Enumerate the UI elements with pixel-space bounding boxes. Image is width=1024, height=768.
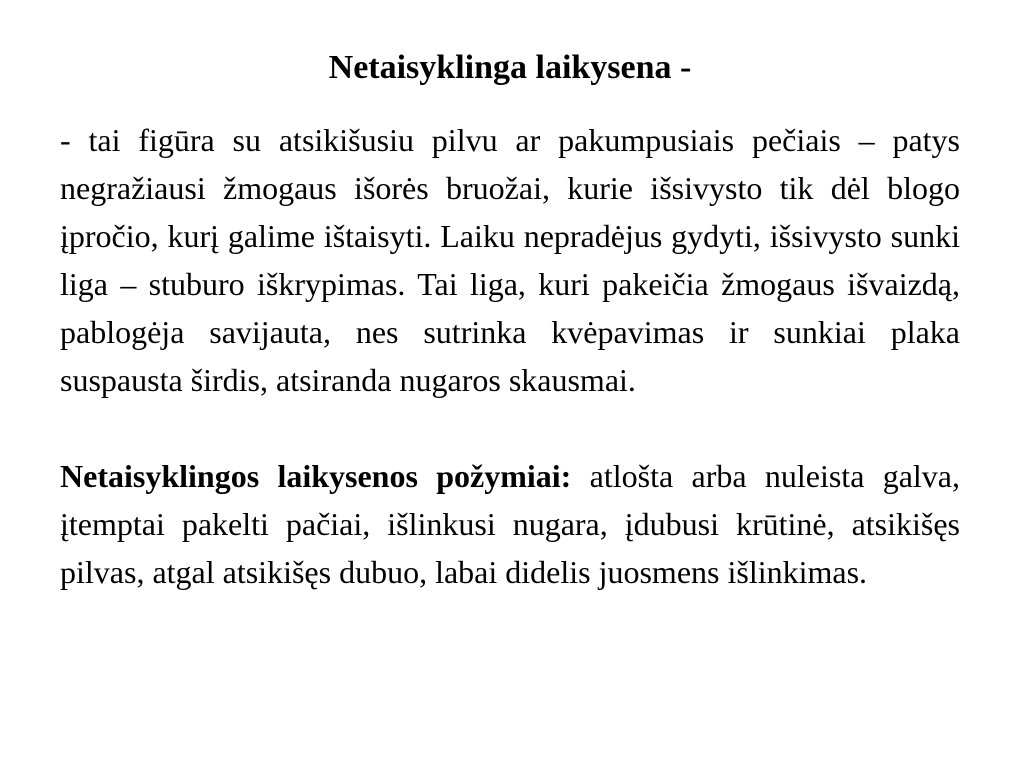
symptoms-heading: Netaisyklingos laikysenos požymiai: (60, 458, 572, 494)
paragraph-symptoms (60, 452, 960, 596)
symptoms-text: atlošta arba nuleista galva, įtemptai pakelti pačiai, išlinkusi nugara, įdubusi krūtinė, atsikišęs pilvas, atgal atsikišęs dubuo, labai didelis juosmens išlinkimas. (60, 458, 961, 590)
paragraph-definition: - tai figūra su atsikišusiu pilvu ar pakumpusiais pečiais – patys negražiausi žmogaus išorės bruožai, kurie išsivysto tik dėl blogo įpročio, kurį galime ištaisyti. Laiku nepradėjus gydyti, išsivysto sunki liga – stuburo iškrypimas. Tai liga, kuri pakeičia žmogaus išvaizdą, pablogėja savijauta, nes sutrinka kvėpavimas ir sunkiai plaka suspausta širdis, atsiranda nugaros skausmai. (60, 122, 960, 398)
slide-title: Netaisyklinga laikysena - (328, 49, 692, 86)
